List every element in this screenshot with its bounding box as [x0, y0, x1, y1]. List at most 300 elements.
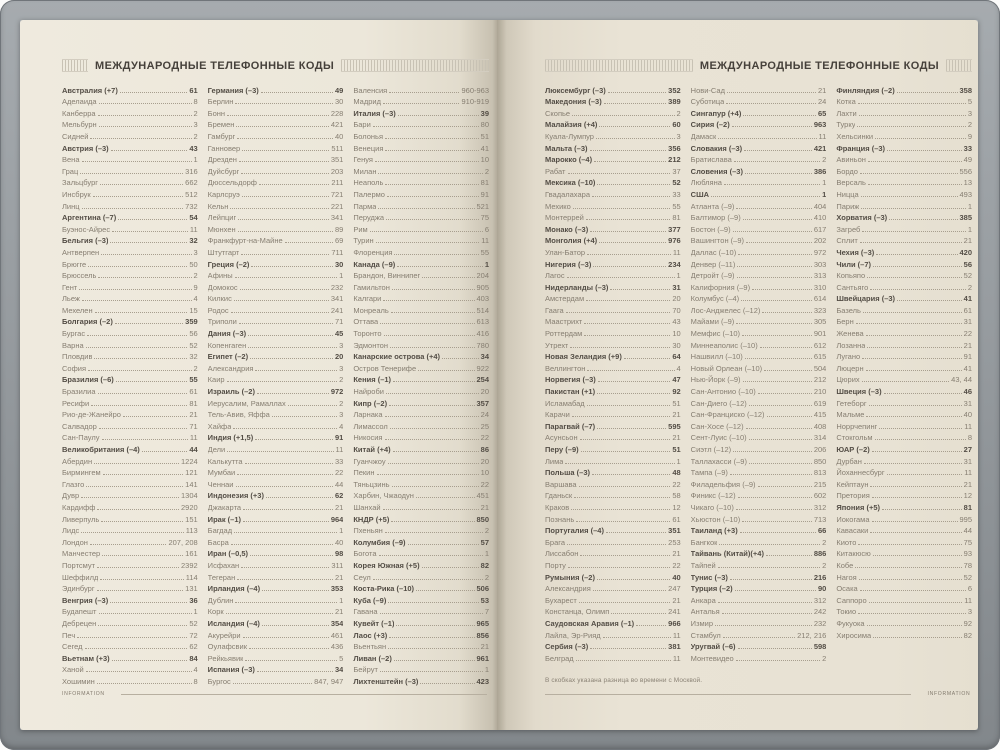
entry-name: Хиросима	[836, 630, 872, 640]
entry-code: 69	[335, 236, 344, 246]
dot-leader	[95, 312, 188, 313]
entry-code: 352	[668, 85, 681, 95]
entry-code: 52	[963, 572, 973, 582]
entry-code: 241	[330, 305, 344, 315]
city-row	[691, 303, 827, 315]
city-row	[691, 95, 827, 107]
entry-code: 203	[330, 166, 344, 176]
entry-code: 3	[193, 120, 198, 130]
page-footer-left	[62, 691, 487, 697]
entry-code: 3	[676, 131, 681, 141]
entry-code: 2	[822, 560, 827, 570]
city-row	[691, 477, 827, 489]
entry-name: Скопье	[545, 108, 571, 118]
dot-leader	[245, 463, 333, 464]
entry-name: Фукуока	[836, 618, 865, 628]
city-row	[691, 129, 827, 141]
entry-code: 11	[189, 433, 198, 443]
code-column	[836, 83, 972, 640]
dot-leader	[115, 323, 183, 324]
dot-leader	[82, 300, 192, 301]
country-row	[691, 164, 827, 176]
entry-name: Колумбус (–4)	[690, 294, 740, 304]
city-row	[545, 164, 681, 176]
dot-leader	[875, 138, 966, 139]
country-row	[836, 211, 972, 223]
dot-leader	[442, 358, 479, 359]
dot-leader	[745, 358, 812, 359]
entry-code: 310	[813, 282, 827, 292]
city-row	[62, 547, 198, 559]
dot-leader	[737, 277, 812, 278]
entry-code: 404	[813, 201, 827, 211]
dot-leader	[239, 323, 333, 324]
entry-name: Антверпен	[62, 247, 100, 257]
entry-code: 312	[813, 502, 827, 512]
entry-name: Саудовская Аравия (–1)	[545, 618, 635, 628]
dot-leader	[420, 683, 474, 684]
entry-code: 75	[480, 213, 490, 223]
city-row	[208, 95, 344, 107]
entry-name: Кобе	[836, 560, 854, 570]
dot-leader	[743, 381, 812, 382]
city-row	[353, 663, 489, 675]
dot-leader	[576, 521, 670, 522]
entry-code: 12	[963, 491, 973, 501]
entry-code: 52	[963, 271, 973, 281]
country-row	[545, 442, 681, 454]
entry-name: Анкара	[690, 595, 716, 605]
city-row	[208, 570, 344, 582]
dot-leader	[373, 126, 479, 127]
codes-columns	[545, 83, 972, 663]
city-row	[353, 605, 489, 617]
entry-name: Тампа (–9)	[690, 468, 728, 478]
dot-leader	[726, 103, 816, 104]
city-row	[62, 674, 198, 686]
city-row	[208, 396, 344, 408]
dot-leader	[870, 486, 961, 487]
dot-leader	[863, 312, 962, 313]
entry-name: Египет (–2)	[207, 352, 249, 362]
entry-name: Мемфис (–10)	[690, 329, 741, 339]
dot-leader	[758, 486, 812, 487]
dot-leader	[385, 150, 478, 151]
entry-name: Мексика (–10)	[545, 178, 596, 188]
dot-leader	[377, 474, 479, 475]
city-row	[836, 315, 972, 327]
entry-name: Гданьск	[545, 491, 573, 501]
city-row	[836, 477, 972, 489]
city-row	[545, 211, 681, 223]
entry-code: 20	[480, 387, 490, 397]
dot-leader	[86, 486, 183, 487]
dot-leader	[738, 254, 812, 255]
entry-name: Лейпциг	[207, 213, 237, 223]
entry-name: Лондон	[62, 537, 88, 547]
entry-code: 713	[813, 514, 827, 524]
entry-name: Македония (–3)	[545, 97, 602, 107]
city-row	[836, 616, 972, 628]
country-row	[836, 500, 972, 512]
entry-name: Венеция	[353, 143, 384, 153]
city-row	[691, 257, 827, 269]
entry-name: Мальме	[836, 410, 865, 420]
country-row	[353, 512, 489, 524]
city-row	[836, 118, 972, 130]
city-row	[62, 338, 198, 350]
entry-code: 91	[480, 189, 490, 199]
entry-name: Дебрецен	[62, 618, 97, 628]
city-row	[62, 176, 198, 188]
entry-code: 58	[672, 491, 681, 501]
city-row	[62, 396, 198, 408]
dot-leader	[603, 637, 671, 638]
entry-code: 3	[339, 340, 344, 350]
dot-leader	[860, 242, 962, 243]
city-row	[836, 547, 972, 559]
dot-leader	[233, 428, 337, 429]
country-row	[62, 141, 198, 153]
country-row	[62, 83, 198, 95]
entry-name: Тайвань (Китай)(+4)	[690, 549, 764, 559]
dot-leader	[744, 150, 812, 151]
dot-leader	[745, 173, 812, 174]
entry-name: Неаполь	[353, 178, 384, 188]
entry-name: Варна	[62, 340, 84, 350]
city-row	[208, 280, 344, 292]
entry-name: Сан-Антонио (–10)	[690, 387, 756, 397]
entry-code: 212	[813, 375, 827, 385]
dot-leader	[370, 231, 483, 232]
entry-name: КНДР (+5)	[353, 514, 390, 524]
city-row	[836, 129, 972, 141]
entry-name: Авиньон	[836, 155, 866, 165]
city-row	[691, 616, 827, 628]
dot-leader	[738, 648, 812, 649]
entry-name: Лимассол	[353, 421, 388, 431]
entry-name: Инсбрук	[62, 189, 91, 199]
entry-name: Дублин	[207, 595, 234, 605]
entry-code: 436	[330, 642, 344, 652]
entry-code: 421	[813, 143, 827, 153]
entry-name: Люксембург (–3)	[545, 85, 606, 95]
entry-code: 31	[963, 456, 973, 466]
country-row	[353, 593, 489, 605]
city-row	[545, 593, 681, 605]
entry-code: 34	[335, 665, 344, 675]
dot-leader	[230, 208, 328, 209]
entry-name: Израиль (–2)	[207, 387, 255, 397]
entry-name: Чехия (–3)	[836, 247, 875, 257]
entry-code: 45	[335, 329, 344, 339]
entry-name: Мехелен	[62, 305, 93, 315]
entry-name: Лагос	[545, 271, 565, 281]
entry-code: 615	[813, 352, 827, 362]
entry-name: Иерусалим, Рамаллах	[207, 398, 286, 408]
dot-leader	[385, 439, 479, 440]
entry-name: Китакюсю	[836, 549, 871, 559]
entry-name: Пекин	[353, 468, 375, 478]
entry-name: Эдинбург	[62, 584, 95, 594]
dot-leader	[764, 370, 812, 371]
entry-name: Кипр (–2)	[353, 398, 388, 408]
dot-leader	[239, 161, 329, 162]
dot-leader	[858, 103, 966, 104]
dot-leader	[120, 92, 188, 93]
entry-code: 514	[476, 305, 490, 315]
country-row	[208, 83, 344, 95]
entry-code: 2	[193, 108, 198, 118]
city-row	[62, 106, 198, 118]
entry-code: 71	[335, 317, 344, 327]
city-row	[208, 164, 344, 176]
dot-leader	[288, 405, 337, 406]
entry-name: Милан	[353, 166, 377, 176]
entry-code: 62	[335, 491, 344, 501]
dot-leader	[82, 161, 192, 162]
city-row	[836, 222, 972, 234]
entry-name: Атланта (–9)	[690, 201, 735, 211]
dot-leader	[88, 266, 187, 267]
entry-name: Рим	[353, 224, 368, 234]
entry-code: 3	[967, 607, 973, 617]
city-row	[353, 141, 489, 153]
entry-code: 55	[480, 247, 490, 257]
entry-name: Йоханнесбург	[836, 468, 885, 478]
entry-code: 212	[668, 155, 681, 165]
dot-leader	[388, 602, 478, 603]
entry-code: 5	[339, 653, 344, 663]
country-row	[353, 535, 489, 547]
city-row	[353, 640, 489, 652]
dot-leader	[383, 509, 479, 510]
entry-name: Женева	[836, 329, 864, 339]
entry-code: 410	[813, 213, 827, 223]
entry-name: Чили (–7)	[836, 259, 872, 269]
entry-name: Брюгге	[62, 259, 87, 269]
country-row	[545, 419, 681, 431]
entry-name: Гетеборг	[836, 398, 867, 408]
entry-code: 995	[959, 514, 973, 524]
dot-leader	[391, 312, 475, 313]
dot-leader	[93, 196, 183, 197]
entry-code: 49	[963, 155, 973, 165]
entry-name: Саппоро	[836, 595, 867, 605]
entry-code: 1	[484, 665, 490, 675]
city-row	[836, 535, 972, 547]
city-row	[691, 384, 827, 396]
city-row	[691, 199, 827, 211]
entry-code: 51	[672, 398, 681, 408]
dot-leader	[736, 208, 811, 209]
entry-code: 247	[668, 584, 681, 594]
entry-code: 385	[959, 213, 973, 223]
entry-name: Парагвай (–7)	[545, 421, 596, 431]
entry-name: Тяньцзинь	[353, 479, 390, 489]
city-row	[208, 419, 344, 431]
dot-leader	[383, 300, 474, 301]
city-row	[208, 500, 344, 512]
entry-name: Кувейт (–1)	[353, 618, 395, 628]
dot-leader	[733, 231, 812, 232]
dot-leader	[391, 521, 474, 522]
entry-name: Иран (–0,5)	[207, 549, 249, 559]
code-column	[208, 83, 344, 686]
page-footer-right	[545, 691, 970, 697]
entry-name: Анталья	[690, 607, 720, 617]
entry-name: Канберра	[62, 108, 96, 118]
entry-name: Турция (–2)	[690, 584, 733, 594]
dot-leader	[884, 393, 962, 394]
city-row	[62, 512, 198, 524]
entry-name: Остров Тенерифе	[353, 363, 417, 373]
dot-leader	[735, 590, 816, 591]
country-row	[353, 350, 489, 362]
entry-name: Австрия (–3)	[62, 143, 109, 153]
entry-code: 32	[189, 236, 198, 246]
dot-leader	[379, 555, 483, 556]
city-row	[353, 222, 489, 234]
city-row	[545, 408, 681, 420]
city-row	[62, 500, 198, 512]
entry-code: 1	[822, 189, 827, 199]
page-header-right	[545, 58, 972, 73]
entry-name: Вена	[62, 155, 80, 165]
entry-code: 377	[668, 224, 681, 234]
entry-code: 619	[813, 398, 827, 408]
city-row	[836, 524, 972, 536]
entry-name: Бирмингем	[62, 468, 101, 478]
dot-leader	[746, 242, 812, 243]
entry-name: Александрия	[545, 584, 591, 594]
entry-code: 91	[335, 433, 344, 443]
country-row	[208, 547, 344, 559]
entry-name: Монголия (+4)	[545, 236, 598, 246]
city-row	[545, 489, 681, 501]
entry-name: Карачи	[545, 410, 570, 420]
city-row	[208, 640, 344, 652]
dot-leader	[752, 289, 812, 290]
entry-code: 2	[822, 653, 827, 663]
dot-leader	[879, 428, 962, 429]
entry-code: 1	[967, 224, 973, 234]
city-row	[62, 570, 198, 582]
entry-code: 8	[967, 433, 973, 443]
city-row	[836, 570, 972, 582]
entry-code: 24	[818, 97, 827, 107]
dot-leader	[597, 579, 670, 580]
dot-leader	[587, 405, 671, 406]
entry-code: 9	[967, 131, 973, 141]
dot-leader	[861, 208, 966, 209]
entry-code: 1	[339, 595, 344, 605]
dot-leader	[416, 497, 475, 498]
city-row	[62, 118, 198, 130]
entry-name: Дурбан	[836, 456, 862, 466]
dot-leader	[724, 184, 820, 185]
dot-leader	[118, 219, 187, 220]
city-row	[208, 628, 344, 640]
dot-leader	[241, 254, 329, 255]
entry-code: 33	[963, 143, 973, 153]
page-title: МЕЖДУНАРОДНЫЕ ТЕЛЕФОННЫЕ КОДЫ	[699, 59, 939, 72]
entry-name: США	[690, 189, 710, 199]
entry-code: 20	[480, 456, 490, 466]
entry-name: Маастрихт	[545, 317, 583, 327]
entry-name: Лима	[545, 456, 564, 466]
entry-code: 52	[672, 178, 681, 188]
entry-code: 84	[189, 653, 198, 663]
dot-leader	[586, 219, 670, 220]
entry-name: Тайпей	[690, 560, 716, 570]
entry-name: Ресифи	[62, 398, 90, 408]
entry-code: 202	[813, 236, 827, 246]
city-row	[353, 211, 489, 223]
dot-leader	[385, 184, 478, 185]
city-row	[62, 292, 198, 304]
dot-leader	[408, 544, 479, 545]
city-row	[208, 466, 344, 478]
entry-name: Эдмонтон	[353, 340, 388, 350]
entry-code: 212, 216	[797, 630, 827, 640]
entry-code: 61	[189, 387, 198, 397]
city-row	[62, 408, 198, 420]
dot-leader	[398, 115, 479, 116]
entry-code: 20	[335, 352, 344, 362]
entry-name: Линц	[62, 201, 80, 211]
entry-code: 21	[480, 642, 490, 652]
dot-leader	[250, 555, 333, 556]
city-row	[545, 106, 681, 118]
dot-leader	[567, 544, 666, 545]
dot-leader	[606, 532, 666, 533]
entry-code: 521	[476, 201, 490, 211]
dot-leader	[590, 648, 666, 649]
country-row	[353, 628, 489, 640]
dot-leader	[418, 370, 474, 371]
dot-leader	[422, 277, 474, 278]
entry-name: Бургас	[62, 329, 86, 339]
city-row	[62, 129, 198, 141]
dot-leader	[257, 671, 333, 672]
dot-leader	[90, 138, 191, 139]
dot-leader	[235, 103, 333, 104]
entry-name: Любляна	[690, 178, 722, 188]
entry-code: 92	[672, 387, 681, 397]
dot-leader	[385, 416, 479, 417]
entry-code: 55	[189, 375, 198, 385]
dot-leader	[227, 381, 338, 382]
city-row	[353, 338, 489, 350]
entry-code: 963	[813, 120, 827, 130]
entry-code: 976	[668, 236, 681, 246]
city-row	[691, 419, 827, 431]
city-row	[62, 326, 198, 338]
dot-leader	[100, 579, 183, 580]
entry-code: 51	[672, 445, 681, 454]
entry-code: 850	[476, 514, 490, 524]
city-row	[836, 466, 972, 478]
dot-leader	[380, 613, 483, 614]
footer-rule	[121, 694, 487, 695]
city-row	[353, 431, 489, 443]
city-row	[208, 153, 344, 165]
entry-name: Нидерланды (–3)	[545, 282, 609, 292]
entry-code: 1	[484, 259, 490, 269]
country-row	[691, 524, 827, 536]
entry-code: 61	[963, 305, 973, 315]
